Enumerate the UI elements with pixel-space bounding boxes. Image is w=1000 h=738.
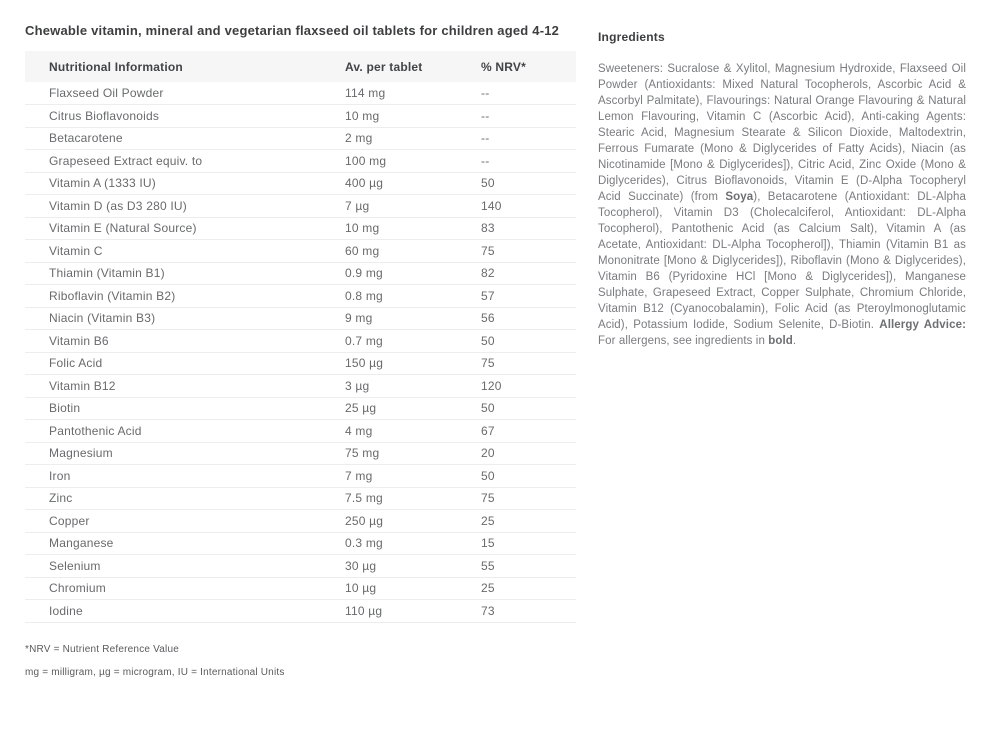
cell-amount: 30 µg — [345, 555, 481, 578]
table-row — [25, 240, 576, 263]
cell-nrv: 56 — [481, 307, 576, 330]
cell-amount: 60 mg — [345, 240, 481, 263]
cell-nutrient-name: Vitamin D (as D3 280 IU) — [25, 195, 345, 218]
cell-nutrient-name: Betacarotene — [25, 127, 345, 150]
cell-nutrient-name: Folic Acid — [25, 352, 345, 375]
ingredients-heading: Ingredients — [598, 30, 665, 44]
table-row — [25, 352, 576, 375]
cell-amount: 10 mg — [345, 217, 481, 240]
cell-nrv: -- — [481, 127, 576, 150]
nutrition-table-body — [25, 82, 576, 622]
cell-nutrient-name: Vitamin B12 — [25, 375, 345, 398]
ingredients-panel — [598, 17, 966, 690]
table-row — [25, 442, 576, 465]
cell-nutrient-name: Zinc — [25, 487, 345, 510]
nutrition-panel — [25, 17, 576, 690]
cell-nutrient-name: Vitamin C — [25, 240, 345, 263]
cell-amount: 250 µg — [345, 510, 481, 533]
cell-nutrient-name: Magnesium — [25, 442, 345, 465]
cell-amount: 9 mg — [345, 307, 481, 330]
column-header-nrv: % NRV* — [481, 51, 576, 82]
cell-nrv: 67 — [481, 420, 576, 443]
table-row — [25, 397, 576, 420]
cell-nutrient-name: Pantothenic Acid — [25, 420, 345, 443]
cell-nrv: 25 — [481, 510, 576, 533]
table-row — [25, 375, 576, 398]
cell-amount: 0.8 mg — [345, 285, 481, 308]
cell-amount: 7 mg — [345, 465, 481, 488]
table-row — [25, 532, 576, 555]
cell-nrv: 50 — [481, 397, 576, 420]
cell-amount: 400 µg — [345, 172, 481, 195]
table-row — [25, 127, 576, 150]
table-row — [25, 150, 576, 173]
footnote-unit-definitions: mg = milligram, µg = microgram, IU = International Units — [25, 666, 285, 678]
cell-nutrient-name: Iodine — [25, 600, 345, 623]
table-row — [25, 172, 576, 195]
table-row — [25, 600, 576, 623]
table-row — [25, 577, 576, 600]
table-row — [25, 105, 576, 128]
cell-nrv: 82 — [481, 262, 576, 285]
cell-nrv: 75 — [481, 240, 576, 263]
table-row — [25, 82, 576, 105]
cell-amount: 0.9 mg — [345, 262, 481, 285]
cell-nrv: 57 — [481, 285, 576, 308]
cell-nutrient-name: Biotin — [25, 397, 345, 420]
cell-amount: 2 mg — [345, 127, 481, 150]
cell-nutrient-name: Selenium — [25, 555, 345, 578]
cell-nrv: 73 — [481, 600, 576, 623]
cell-nrv: 55 — [481, 555, 576, 578]
cell-nutrient-name: Vitamin A (1333 IU) — [25, 172, 345, 195]
cell-nutrient-name: Niacin (Vitamin B3) — [25, 307, 345, 330]
cell-amount: 110 µg — [345, 600, 481, 623]
cell-nutrient-name: Copper — [25, 510, 345, 533]
column-header-av-per-tablet: Av. per tablet — [345, 51, 481, 82]
ingredients-text: Sweeteners: Sucralose & Xylitol, Magnesium Hydroxide, Flaxseed Oil Powder (Antioxidants: Mixed Natural Tocopherols, Ascorbic Acid & Ascorbyl Palmitate), Flavourings: Natural Orange Flavouring & Natural Lemon Flavouring, Vitamin C (Ascorbic Acid), Anti-caking Agents: Stearic Acid, Magnesium Stearate & Silicon Dioxide, Maltodextrin, Ferrous Fumarate (Mono & Diglycerides of Fatty Acids), Niacin (as Nicotinamide [Mono & Diglycerides]), Citric Acid, Zinc Oxide (Mono & Diglycerides), Citrus Bioflavonoids, Vitamin E (D-Alpha Tocopheryl Acid Succinate) (from Soya), Betacarotene (Antioxidant: DL-Alpha Tocopherol), Vitamin D3 (Cholecalciferol, Antioxidant: DL-Alpha Tocopherol), Pantothenic Acid (as Calcium Salt), Vitamin A (as Acetate, Antioxidant: DL-Alpha Tocopherol]), Thiamin (Vitamin B1 as Mononitrate [Mono & Diglycerides]), Riboflavin (Mono & Diglycerides), Vitamin B6 (Pyridoxine HCl [Mono & Diglycerides]), Manganese Sulphate, Grapeseed Extract, Copper Sulphate, Chromium Chloride, Vitamin B12 (Cyanocobalamin), Folic Acid (as Pteroylmonoglutamic Acid), Potassium Iodide, Sodium Selenite, D-Biotin. Allergy Advice: For allergens, see ingredients in bold. — [598, 63, 967, 347]
cell-nutrient-name: Citrus Bioflavonoids — [25, 105, 345, 128]
column-header-nutritional-information: Nutritional Information — [25, 51, 345, 82]
cell-nrv: -- — [481, 150, 576, 173]
cell-nrv: 50 — [481, 465, 576, 488]
cell-nutrient-name: Vitamin B6 — [25, 330, 345, 353]
table-row — [25, 307, 576, 330]
cell-nutrient-name: Thiamin (Vitamin B1) — [25, 262, 345, 285]
table-row — [25, 487, 576, 510]
footnotes — [25, 644, 576, 678]
table-row — [25, 217, 576, 240]
cell-nutrient-name: Flaxseed Oil Powder — [25, 82, 345, 105]
cell-nrv: 83 — [481, 217, 576, 240]
table-row — [25, 195, 576, 218]
cell-nrv: 15 — [481, 532, 576, 555]
cell-nutrient-name: Chromium — [25, 577, 345, 600]
cell-nutrient-name: Riboflavin (Vitamin B2) — [25, 285, 345, 308]
cell-amount: 114 mg — [345, 82, 481, 105]
table-row — [25, 465, 576, 488]
cell-nrv: 75 — [481, 487, 576, 510]
cell-nrv: 25 — [481, 577, 576, 600]
cell-amount: 0.7 mg — [345, 330, 481, 353]
footnote-nrv-definition: *NRV = Nutrient Reference Value — [25, 643, 179, 655]
cell-nutrient-name: Vitamin E (Natural Source) — [25, 217, 345, 240]
cell-amount: 75 mg — [345, 442, 481, 465]
table-row — [25, 510, 576, 533]
cell-nrv: 140 — [481, 195, 576, 218]
cell-amount: 150 µg — [345, 352, 481, 375]
cell-amount: 0.3 mg — [345, 532, 481, 555]
cell-nrv: 50 — [481, 330, 576, 353]
cell-amount: 7 µg — [345, 195, 481, 218]
cell-amount: 7.5 mg — [345, 487, 481, 510]
cell-nutrient-name: Grapeseed Extract equiv. to — [25, 150, 345, 173]
cell-nrv: 120 — [481, 375, 576, 398]
nutrition-table — [25, 51, 576, 623]
table-row — [25, 420, 576, 443]
cell-nrv: -- — [481, 105, 576, 128]
nutrition-table-header — [25, 51, 576, 82]
cell-amount: 4 mg — [345, 420, 481, 443]
cell-amount: 100 mg — [345, 150, 481, 173]
cell-amount: 10 µg — [345, 577, 481, 600]
cell-nrv: 20 — [481, 442, 576, 465]
page-title: Chewable vitamin, mineral and vegetarian flaxseed oil tablets for children aged 4-12 — [25, 23, 560, 38]
cell-nrv: 75 — [481, 352, 576, 375]
cell-nutrient-name: Manganese — [25, 532, 345, 555]
cell-nrv: -- — [481, 82, 576, 105]
cell-nrv: 50 — [481, 172, 576, 195]
table-row — [25, 555, 576, 578]
cell-amount: 3 µg — [345, 375, 481, 398]
table-row — [25, 330, 576, 353]
cell-nutrient-name: Iron — [25, 465, 345, 488]
cell-amount: 25 µg — [345, 397, 481, 420]
table-row — [25, 285, 576, 308]
table-row — [25, 262, 576, 285]
cell-amount: 10 mg — [345, 105, 481, 128]
